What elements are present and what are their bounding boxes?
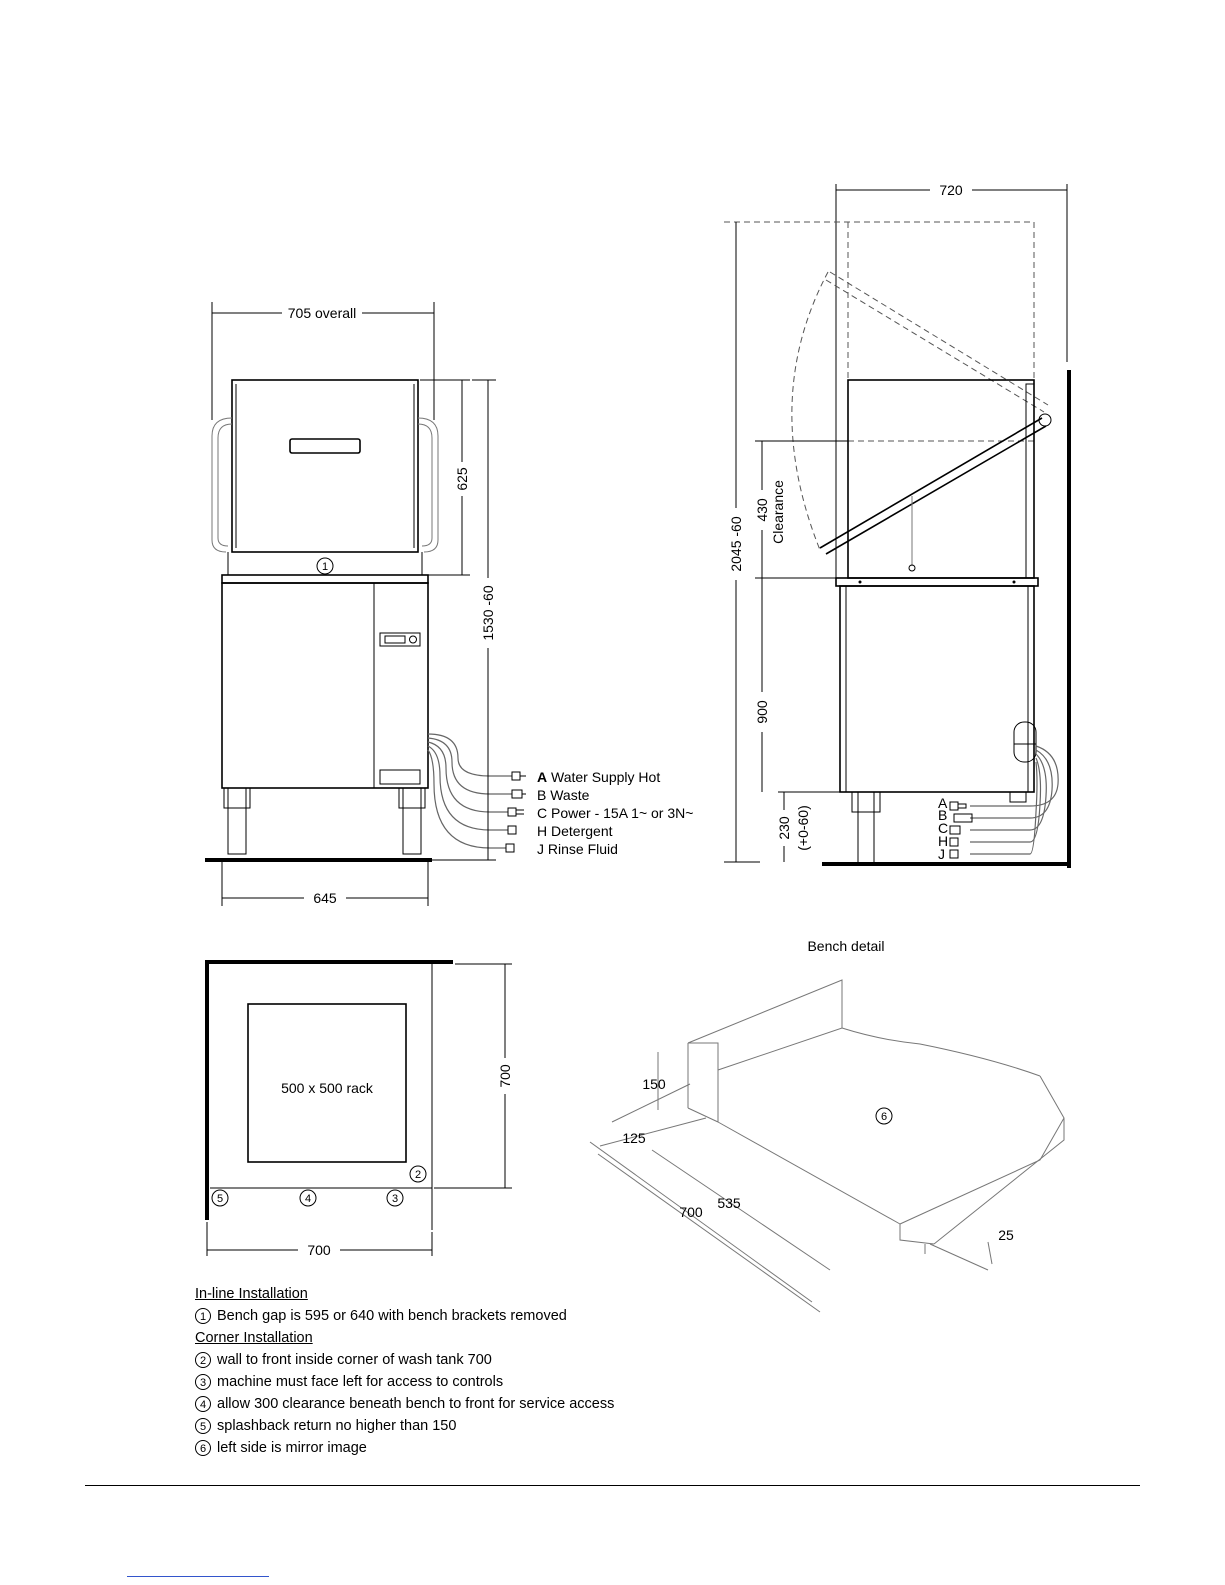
note-number: 3 [195,1374,211,1390]
plan-dim-depth: 700 [497,1064,513,1088]
control-panel [380,633,420,646]
svg-text:A Water Supply Hot [537,769,660,785]
note-text: allow 300 clearance beneath bench to front for service access [217,1396,615,1412]
side-key-j: J [938,846,945,862]
bench-dim-lip: 25 [998,1227,1014,1243]
side-dim-leg-height: 230 [776,816,792,840]
note-number: 1 [195,1308,211,1324]
bench-dim-splash: 150 [642,1076,666,1092]
conn-label-a: Water Supply Hot [551,769,661,785]
conn-key-a: A [537,769,548,785]
side-cabinet [840,586,1034,792]
note-text: splashback return no higher than 150 [217,1418,457,1434]
note-item [195,1349,715,1371]
side-hood [848,380,1034,578]
svg-text:B Waste [537,787,590,803]
rack-label: 500 x 500 rack [281,1080,373,1096]
front-cabinet [222,583,428,788]
note-text: wall to front inside corner of wash tank 700 [217,1352,492,1368]
conn-key-j: J [537,841,544,857]
plan-marker-3-label: 3 [391,1193,399,1205]
front-dim-total-height: 1530 -60 [480,585,496,641]
note-number: 2 [195,1352,211,1368]
front-hood [232,380,418,552]
conn-key-h: H [537,823,548,839]
front-connection-legend [537,769,693,857]
bench-detail [590,938,1064,1312]
inline-installation-heading: In-line Installation [195,1286,308,1302]
corner-installation-heading: Corner Installation [195,1330,313,1346]
hood-handle [290,439,360,453]
plan-dim-width: 700 [307,1242,331,1258]
svg-text:J Rinse Fluid [537,841,618,857]
side-connection-keys [938,795,948,862]
note-number: 5 [195,1418,211,1434]
conn-label-j: Rinse Fluid [547,841,618,857]
note-item [195,1371,715,1393]
side-dim-clearance-label: Clearance [770,480,786,544]
side-dim-clearance-value: 430 [754,498,770,522]
bench-dim-depth-outer: 700 [679,1204,703,1220]
note-number: 6 [195,1440,211,1456]
front-view [205,302,693,906]
front-service-panel [380,770,420,784]
front-dim-overall-width: 705 overall [287,305,357,321]
note-text: left side is mirror image [217,1440,367,1456]
plan-marker-5-label: 5 [216,1193,224,1205]
conn-label-b: Waste [550,787,590,803]
note-text: Bench gap is 595 or 640 with bench brackets removed [217,1308,567,1324]
conn-key-b: B [537,787,547,803]
svg-text:C Power - 15A 1~ or 3N~ [537,805,693,821]
note-text: machine must face left for access to controls [217,1374,504,1390]
note-item [195,1393,715,1415]
side-view [724,182,1071,868]
conn-key-c: C [537,805,548,821]
side-bench-top [836,578,1038,586]
side-dim-open-height: 2045 -60 [728,516,744,572]
side-dim-leg-adjust: (+0-60) [795,805,811,851]
bench-marker-6-label: 6 [880,1111,888,1123]
side-dim-depth: 720 [939,182,963,198]
front-bench-top [222,575,428,583]
front-dim-base-width: 645 [313,890,337,906]
conn-label-c: Power - 15A 1~ or 3N~ [551,805,694,821]
svg-text:H Detergent [537,823,613,839]
note-item [195,1415,715,1437]
note-number: 4 [195,1396,211,1412]
side-key-c: C [938,820,949,836]
conn-label-h: Detergent [551,823,613,839]
installation-notes [195,1283,715,1459]
side-key-h: H [938,833,949,849]
bench-detail-title: Bench detail [807,938,885,954]
footer-divider [85,1485,1140,1486]
footer-link-underline [127,1576,269,1577]
plan-view [207,960,513,1258]
plan-marker-4-label: 4 [304,1193,312,1205]
side-key-a: A [938,795,948,811]
side-key-b: B [938,807,948,823]
note-item [195,1305,715,1327]
bench-dim-depth-inner: 535 [717,1195,741,1211]
side-dim-bench-height: 900 [754,700,770,724]
front-marker-1-label: 1 [321,561,329,573]
plan-marker-2-label: 2 [414,1169,422,1181]
front-dim-hood-height: 625 [454,467,470,491]
bench-dim-return: 125 [622,1130,646,1146]
note-item [195,1437,715,1459]
